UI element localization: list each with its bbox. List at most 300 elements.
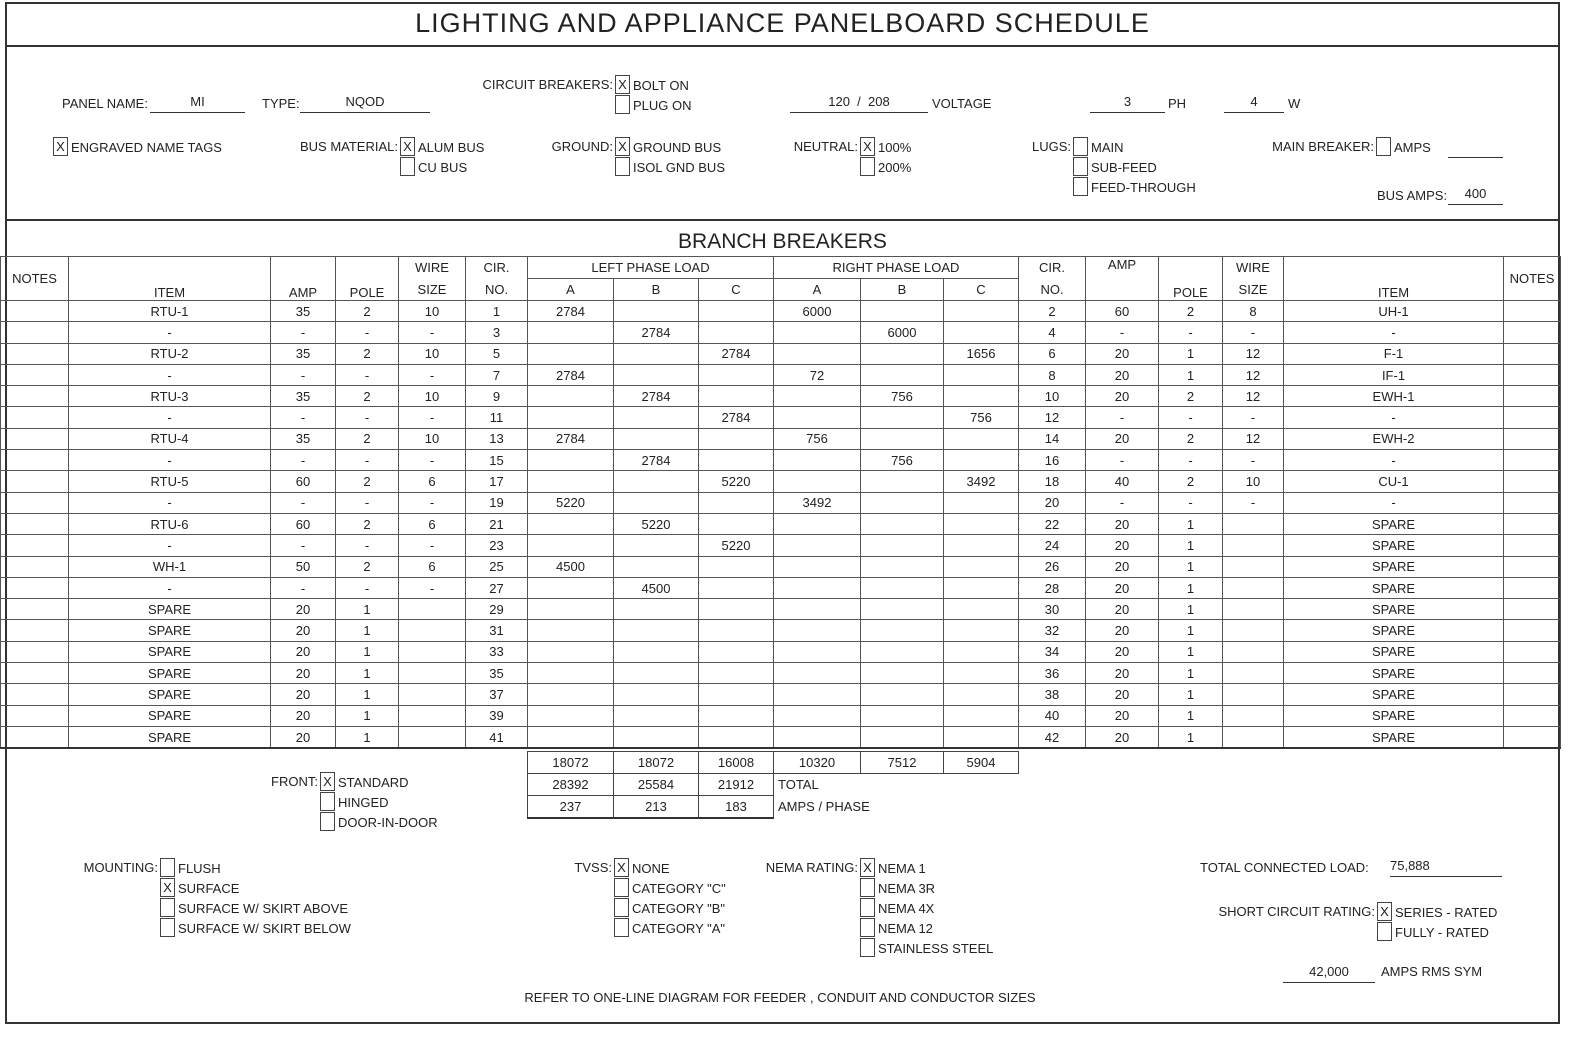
item-left-cell: SPARE [69, 684, 271, 705]
amp-right-cell: 20 [1086, 599, 1159, 620]
notes-right-cell [1504, 641, 1561, 662]
load-left-a-cell [528, 726, 614, 748]
load-left-c-cell: 2784 [699, 343, 774, 364]
checkbox-label: NEMA 12 [878, 920, 933, 936]
checkbox[interactable] [860, 878, 875, 897]
load-left-a-cell: 2784 [528, 428, 614, 449]
load-right-b-cell: 756 [861, 450, 944, 471]
load-left-c-cell [699, 428, 774, 449]
load-right-c-cell [944, 620, 1019, 641]
load-left-c-cell [699, 599, 774, 620]
load-right-c-cell [944, 599, 1019, 620]
wire-size-right-cell: - [1223, 450, 1284, 471]
voltage-value[interactable]: 120 / 208 [790, 94, 928, 113]
load-left-a-cell [528, 663, 614, 684]
main-breaker-amps-value[interactable] [1448, 139, 1503, 158]
wire-size-right-cell [1223, 535, 1284, 556]
load-right-c-cell [944, 556, 1019, 577]
wire-size-right-cell: 10 [1223, 471, 1284, 492]
col-pole-left: POLE [336, 257, 399, 301]
notes-left-cell [1, 450, 69, 471]
checkbox[interactable]: X [400, 137, 415, 156]
checkbox[interactable] [160, 898, 175, 917]
load-right-c-cell [944, 726, 1019, 748]
load-left-b-cell [614, 620, 699, 641]
wire-size-right-cell: 12 [1223, 428, 1284, 449]
circuit-no-left-cell: 3 [466, 322, 528, 343]
circuit-no-right-cell: 22 [1019, 513, 1086, 534]
mounting-option [160, 858, 351, 878]
col-right-c: C [944, 279, 1019, 301]
amp-left-cell: 20 [271, 726, 336, 748]
amp-right-cell: 20 [1086, 641, 1159, 662]
item-left-cell: SPARE [69, 663, 271, 684]
load-right-b-cell: 756 [861, 386, 944, 407]
amp-left-cell: 20 [271, 705, 336, 726]
wire-size-right-cell [1223, 577, 1284, 598]
sum-right-b: 7512 [861, 752, 944, 774]
checkbox-label: NEMA 3R [878, 880, 936, 896]
circuit-no-left-cell: 13 [466, 428, 528, 449]
load-left-a-cell: 2784 [528, 301, 614, 322]
phase-value[interactable]: 3 [1090, 94, 1165, 113]
notes-right-cell [1504, 343, 1561, 364]
load-right-c-cell [944, 641, 1019, 662]
item-right-cell: UH-1 [1284, 301, 1504, 322]
load-left-b-cell [614, 301, 699, 322]
load-right-b-cell [861, 684, 944, 705]
circuit-no-right-cell: 38 [1019, 684, 1086, 705]
checkbox[interactable]: X [53, 137, 68, 156]
load-right-b-cell [861, 492, 944, 513]
circuit-no-right-cell: 30 [1019, 599, 1086, 620]
load-left-b-cell: 2784 [614, 322, 699, 343]
load-left-c-cell [699, 577, 774, 598]
checkbox[interactable]: X [860, 858, 875, 877]
col-item-left: ITEM [69, 257, 271, 301]
amps-phase-label: AMPS / PHASE [778, 799, 870, 815]
col-right-b: B [861, 279, 944, 301]
checkbox-label: GROUND BUS [633, 139, 722, 155]
main-breaker-label: MAIN BREAKER: [1272, 139, 1374, 154]
col-amp-right: AMP [1086, 257, 1159, 301]
checkbox[interactable] [160, 858, 175, 877]
pole-right-cell: 2 [1159, 386, 1223, 407]
col-wire-right: WIRE [1223, 257, 1284, 279]
circuit-no-left-cell: 21 [466, 513, 528, 534]
amp-left-cell: - [271, 535, 336, 556]
load-left-c-cell [699, 450, 774, 471]
wire-size-right-cell [1223, 599, 1284, 620]
front-label: FRONT: [271, 774, 318, 789]
total-c: 21912 [699, 774, 774, 796]
pole-left-cell: 2 [336, 513, 399, 534]
wire-size-right-cell [1223, 705, 1284, 726]
notes-right-cell [1504, 471, 1561, 492]
pole-left-cell: - [336, 492, 399, 513]
notes-right-cell [1504, 620, 1561, 641]
amp-left-cell: - [271, 407, 336, 428]
item-right-cell: SPARE [1284, 663, 1504, 684]
amp-right-cell: 20 [1086, 620, 1159, 641]
col-notes-left: NOTES [1, 257, 69, 301]
load-left-a-cell [528, 407, 614, 428]
checkbox[interactable]: X [615, 137, 630, 156]
item-left-cell: SPARE [69, 726, 271, 748]
checkbox-label: NEMA 1 [878, 860, 926, 876]
phase-sums-row [528, 752, 1019, 774]
circuit-no-right-cell: 8 [1019, 364, 1086, 385]
load-left-a-cell [528, 471, 614, 492]
load-left-b-cell [614, 599, 699, 620]
load-left-a-cell: 5220 [528, 492, 614, 513]
notes-left-cell [1, 322, 69, 343]
checkbox[interactable] [320, 812, 335, 831]
circuit-no-left-cell: 7 [466, 364, 528, 385]
circuit-no-left-cell: 39 [466, 705, 528, 726]
short-circuit-rating-group [1218, 902, 1498, 942]
item-right-cell: - [1284, 492, 1504, 513]
wire-size-right-cell [1223, 513, 1284, 534]
circuit-no-left-cell: 41 [466, 726, 528, 748]
load-left-a-cell [528, 684, 614, 705]
checkbox[interactable] [615, 157, 630, 176]
load-right-a-cell [774, 471, 861, 492]
wire-size-left-cell [399, 620, 466, 641]
load-right-a-cell [774, 641, 861, 662]
pole-right-cell: - [1159, 407, 1223, 428]
load-left-c-cell [699, 301, 774, 322]
total-label: TOTAL [778, 777, 819, 793]
checkbox[interactable] [1073, 137, 1088, 156]
front-group [271, 772, 438, 832]
tvss-option [614, 858, 726, 878]
item-right-cell: SPARE [1284, 535, 1504, 556]
checkbox-label: FEED-THROUGH [1091, 179, 1196, 195]
totals-table [527, 751, 1019, 819]
item-left-cell: - [69, 577, 271, 598]
notes-right-cell [1504, 726, 1561, 748]
load-left-c-cell: 2784 [699, 407, 774, 428]
circuit-no-right-cell: 40 [1019, 705, 1086, 726]
col-amp-left: AMP [271, 257, 336, 301]
lugs-option [1073, 157, 1196, 177]
mounting-option [160, 898, 351, 918]
feeder-note: REFER TO ONE-LINE DIAGRAM FOR FEEDER , CONDUIT AND CONDUCTOR SIZES [524, 990, 1036, 1005]
table-row [1, 641, 1561, 662]
checkbox[interactable] [614, 918, 629, 937]
pole-left-cell: 1 [336, 620, 399, 641]
circuit-no-right-cell: 20 [1019, 492, 1086, 513]
short-circuit-amps-value[interactable]: 42,000 [1283, 964, 1375, 983]
wire-size-left-cell: - [399, 364, 466, 385]
mounting-option [160, 878, 351, 898]
schedule-title: LIGHTING AND APPLIANCE PANELBOARD SCHEDULE [415, 8, 1150, 38]
load-right-b-cell [861, 343, 944, 364]
load-left-a-cell [528, 343, 614, 364]
amp-right-cell: 20 [1086, 535, 1159, 556]
notes-right-cell [1504, 322, 1561, 343]
item-right-cell: SPARE [1284, 577, 1504, 598]
load-left-b-cell: 5220 [614, 513, 699, 534]
notes-left-cell [1, 513, 69, 534]
load-right-a-cell [774, 386, 861, 407]
checkbox-label: CU BUS [418, 159, 468, 175]
load-left-a-cell [528, 641, 614, 662]
pole-right-cell: 1 [1159, 663, 1223, 684]
pole-right-cell: - [1159, 450, 1223, 471]
load-right-a-cell [774, 513, 861, 534]
notes-left-cell [1, 428, 69, 449]
checkbox[interactable]: X [614, 858, 629, 877]
checkbox[interactable] [320, 792, 335, 811]
load-right-b-cell [861, 535, 944, 556]
tvss-option [614, 878, 726, 898]
item-right-cell: SPARE [1284, 556, 1504, 577]
load-left-a-cell [528, 705, 614, 726]
item-right-cell: EWH-1 [1284, 386, 1504, 407]
load-left-a-cell [528, 386, 614, 407]
wire-size-left-cell: - [399, 577, 466, 598]
load-left-c-cell [699, 620, 774, 641]
load-right-a-cell: 6000 [774, 301, 861, 322]
panel-name-label: PANEL NAME: [62, 96, 148, 111]
load-right-a-cell: 72 [774, 364, 861, 385]
notes-left-cell [1, 705, 69, 726]
load-right-b-cell [861, 663, 944, 684]
notes-left-cell [1, 620, 69, 641]
wire-size-left-cell: 10 [399, 343, 466, 364]
load-right-b-cell [861, 599, 944, 620]
pole-left-cell: - [336, 535, 399, 556]
pole-right-cell: 1 [1159, 620, 1223, 641]
pole-left-cell: 1 [336, 705, 399, 726]
load-right-b-cell [861, 726, 944, 748]
mounting-option [160, 918, 351, 938]
notes-left-cell [1, 726, 69, 748]
circuit-no-left-cell: 37 [466, 684, 528, 705]
amps-phase-row [528, 796, 1019, 819]
checkbox[interactable] [1073, 157, 1088, 176]
checkbox[interactable] [860, 157, 875, 176]
wire-size-right-cell [1223, 556, 1284, 577]
checkbox[interactable] [860, 938, 875, 957]
table-row [1, 322, 1561, 343]
amp-right-cell: - [1086, 322, 1159, 343]
amp-left-cell: 35 [271, 428, 336, 449]
wire-size-right-cell: - [1223, 322, 1284, 343]
amp-left-cell: 20 [271, 663, 336, 684]
load-right-c-cell [944, 386, 1019, 407]
load-right-b-cell [861, 556, 944, 577]
item-right-cell: - [1284, 322, 1504, 343]
pole-left-cell: 2 [336, 301, 399, 322]
checkbox[interactable] [160, 918, 175, 937]
circuit-no-right-cell: 18 [1019, 471, 1086, 492]
item-right-cell: IF-1 [1284, 364, 1504, 385]
load-left-c-cell: 5220 [699, 535, 774, 556]
notes-left-cell [1, 301, 69, 322]
checkbox-label: FLUSH [178, 860, 221, 876]
circuit-no-right-cell: 10 [1019, 386, 1086, 407]
item-left-cell: RTU-6 [69, 513, 271, 534]
notes-left-cell [1, 343, 69, 364]
amp-left-cell: 20 [271, 684, 336, 705]
sum-right-a: 10320 [774, 752, 861, 774]
load-right-a-cell [774, 343, 861, 364]
total-connected-load-label: TOTAL CONNECTED LOAD: [1200, 860, 1369, 875]
front-option [320, 792, 438, 812]
load-right-a-cell [774, 577, 861, 598]
load-right-c-cell [944, 428, 1019, 449]
table-row [1, 705, 1561, 726]
wire-size-left-cell [399, 599, 466, 620]
pole-left-cell: 1 [336, 726, 399, 748]
pole-right-cell: 1 [1159, 535, 1223, 556]
load-right-a-cell [774, 726, 861, 748]
wire-size-left-cell: 6 [399, 513, 466, 534]
pole-right-cell: 1 [1159, 641, 1223, 662]
wire-size-right-cell: - [1223, 407, 1284, 428]
wire-size-left-cell [399, 663, 466, 684]
amp-left-cell: 20 [271, 620, 336, 641]
load-right-b-cell [861, 428, 944, 449]
sum-left-b: 18072 [614, 752, 699, 774]
item-right-cell: EWH-2 [1284, 428, 1504, 449]
notes-left-cell [1, 577, 69, 598]
voltage-label: VOLTAGE [932, 96, 992, 111]
circuit-no-right-cell: 42 [1019, 726, 1086, 748]
load-left-b-cell [614, 705, 699, 726]
load-right-b-cell [861, 301, 944, 322]
col-left-a: A [528, 279, 614, 301]
amps-phase-b: 213 [614, 796, 699, 819]
neutral-option [860, 137, 911, 157]
item-left-cell: SPARE [69, 641, 271, 662]
checkbox[interactable]: X [860, 137, 875, 156]
circuit-no-left-cell: 23 [466, 535, 528, 556]
notes-right-cell [1504, 492, 1561, 513]
load-left-c-cell [699, 663, 774, 684]
type-value[interactable]: NQOD [300, 94, 430, 113]
panel-name-value[interactable]: MI [150, 94, 245, 113]
load-right-c-cell [944, 535, 1019, 556]
nema-option [860, 918, 993, 938]
circuit-no-right-cell: 6 [1019, 343, 1086, 364]
notes-left-cell [1, 492, 69, 513]
wire-size-left-cell [399, 641, 466, 662]
load-left-c-cell [699, 684, 774, 705]
checkbox[interactable]: X [320, 772, 335, 791]
nema-option [860, 898, 993, 918]
bus-amps-value[interactable]: 400 [1448, 186, 1503, 205]
pole-right-cell: 1 [1159, 684, 1223, 705]
bus-material-option [400, 137, 484, 157]
amp-right-cell: 40 [1086, 471, 1159, 492]
load-left-c-cell [699, 492, 774, 513]
circuit-no-left-cell: 5 [466, 343, 528, 364]
checkbox[interactable]: X [160, 878, 175, 897]
wire-size-left-cell: - [399, 450, 466, 471]
checkbox[interactable] [1376, 137, 1391, 156]
load-right-a-cell [774, 535, 861, 556]
load-right-a-cell [774, 663, 861, 684]
item-left-cell: - [69, 322, 271, 343]
amps-phase-c: 183 [699, 796, 774, 819]
load-left-b-cell [614, 364, 699, 385]
checkbox[interactable] [860, 898, 875, 917]
col-no-left: NO. [466, 279, 528, 301]
pole-left-cell: - [336, 322, 399, 343]
mounting-group [83, 858, 351, 938]
engraved-option [53, 137, 222, 157]
col-cir-left: CIR. [466, 257, 528, 279]
wire-size-left-cell: - [399, 492, 466, 513]
item-left-cell: SPARE [69, 620, 271, 641]
notes-left-cell [1, 471, 69, 492]
col-item-right: ITEM [1284, 257, 1504, 301]
item-left-cell: RTU-4 [69, 428, 271, 449]
checkbox-label: SERIES - RATED [1395, 904, 1498, 920]
nema-label: NEMA RATING: [765, 860, 858, 875]
checkbox[interactable] [615, 95, 630, 114]
notes-left-cell [1, 535, 69, 556]
checkbox[interactable] [614, 898, 629, 917]
circuit-no-left-cell: 17 [466, 471, 528, 492]
pole-left-cell: 2 [336, 556, 399, 577]
pole-right-cell: 1 [1159, 705, 1223, 726]
checkbox[interactable]: X [1377, 902, 1392, 921]
pole-left-cell: - [336, 577, 399, 598]
checkbox[interactable] [1073, 177, 1088, 196]
col-wire-left: WIRE [399, 257, 466, 279]
wire-value[interactable]: 4 [1224, 94, 1284, 113]
total-connected-load-value[interactable]: 75,888 [1390, 858, 1502, 877]
checkbox[interactable]: X [615, 75, 630, 94]
wire-size-right-cell: 12 [1223, 386, 1284, 407]
wire-size-left-cell: 10 [399, 386, 466, 407]
item-left-cell: SPARE [69, 599, 271, 620]
table-row [1, 620, 1561, 641]
amp-left-cell: - [271, 364, 336, 385]
pole-right-cell: 1 [1159, 364, 1223, 385]
load-right-c-cell: 756 [944, 407, 1019, 428]
wire-size-right-cell [1223, 620, 1284, 641]
item-right-cell: SPARE [1284, 705, 1504, 726]
amp-left-cell: 60 [271, 513, 336, 534]
pole-left-cell: 1 [336, 684, 399, 705]
checkbox[interactable] [1377, 922, 1392, 941]
item-left-cell: - [69, 492, 271, 513]
load-left-b-cell [614, 663, 699, 684]
circuit-breakers-option [615, 95, 692, 115]
mounting-label: MOUNTING: [83, 860, 158, 875]
checkbox[interactable] [614, 878, 629, 897]
load-right-b-cell [861, 471, 944, 492]
checkbox[interactable] [400, 157, 415, 176]
load-left-c-cell: 5220 [699, 471, 774, 492]
checkbox[interactable] [860, 918, 875, 937]
table-row [1, 428, 1561, 449]
checkbox-label: SURFACE W/ SKIRT BELOW [178, 920, 351, 936]
notes-right-cell [1504, 428, 1561, 449]
circuit-no-left-cell: 9 [466, 386, 528, 407]
pole-right-cell: 2 [1159, 428, 1223, 449]
sum-left-c: 16008 [699, 752, 774, 774]
pole-right-cell: 1 [1159, 599, 1223, 620]
load-left-a-cell [528, 577, 614, 598]
circuit-no-right-cell: 26 [1019, 556, 1086, 577]
